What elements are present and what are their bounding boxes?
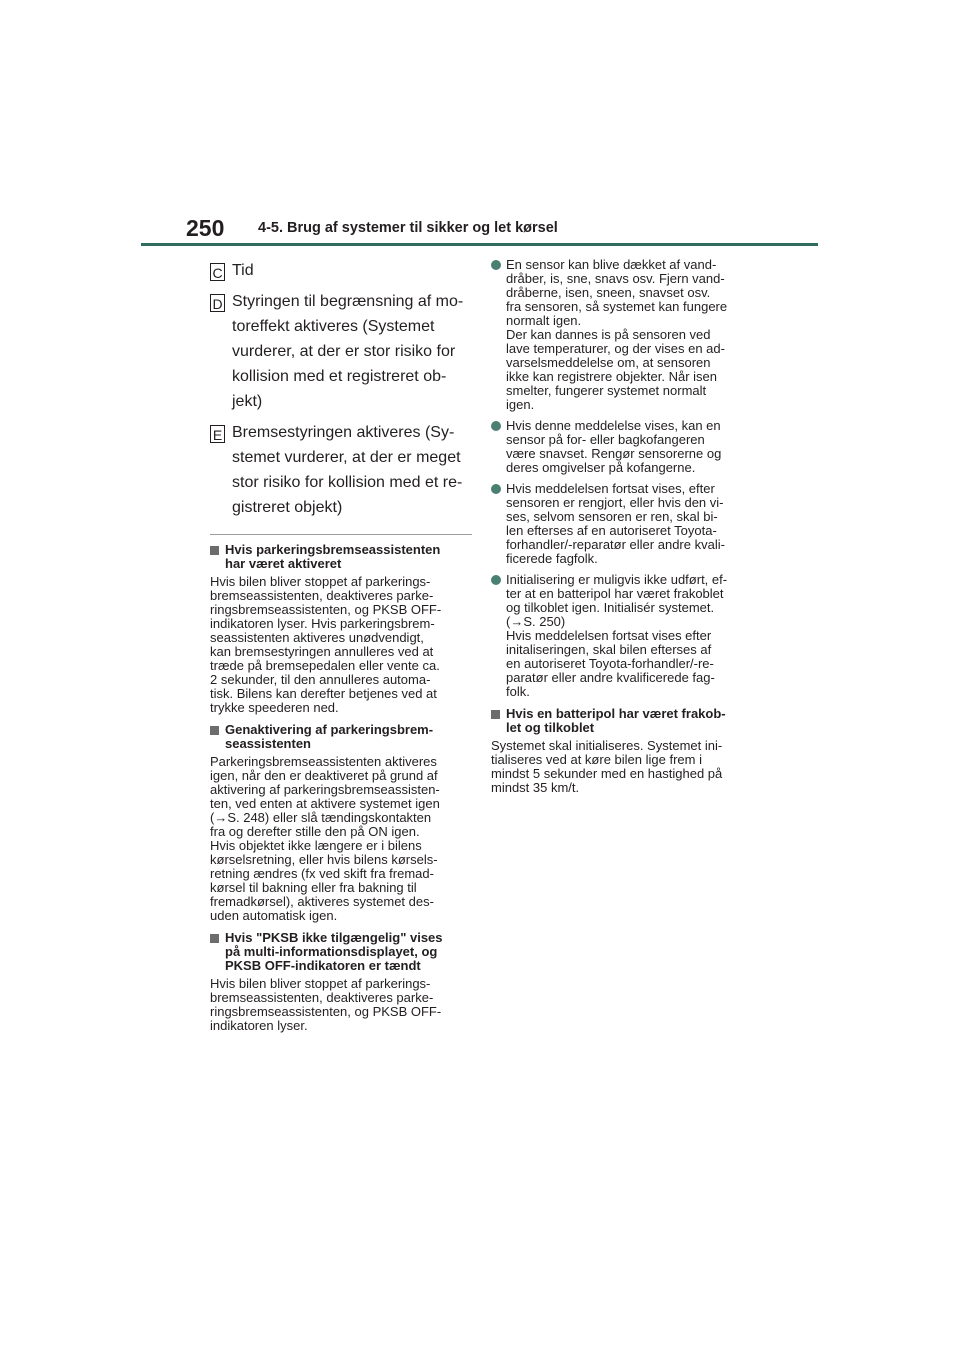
subsection-body: Hvis bilen bliver stoppet af parkerings- bremseassistenten, deaktiveres parke- ringsbremseassistenten, og PKSB OFF- indikatoren lyser. Hvis parkeringsbrem- seassistenten aktiveres unødvendigt, kan bremsestyringen annulleres ved at træde på bremsepedalen eller vente ca. 2 sekunder, til den annulleres automa- tisk. Bilens kan derefter betjenes ved at trykke speederen ned.: [210, 574, 442, 715]
square-bullet-icon: [210, 546, 219, 555]
square-bullet-icon: [210, 726, 219, 735]
square-bullet-icon: [210, 934, 219, 943]
legend-text-c: Tid: [232, 262, 254, 279]
section-divider: [210, 534, 472, 535]
legend-item-c: [210, 258, 472, 283]
section-title: 4-5. Brug af systemer til sikker og let kørsel: [258, 220, 558, 236]
legend-text-d: Styringen til begrænsning af mo- toreffekt aktiveres (Systemet vurderer, at der er stor risiko for kollision med et registreret ob- jekt): [232, 293, 464, 410]
list-item-text: Hvis meddelelsen fortsat vises, efter sensoren er rengjort, eller hvis den vi- ses, selvom sensoren er ren, skal bi- len efterses af en autoriseret Toyota- forhandler/-reparatør eller andre kvali- ficerede fagfolk.: [506, 481, 725, 566]
subsection-heading: [210, 931, 472, 973]
page-header: [0, 0, 960, 250]
circle-bullet-icon: [491, 484, 501, 494]
list-item: [491, 573, 756, 699]
subsection-body: Systemet skal initialiseres. Systemet ini- tialiseres ved at køre bilen lige frem i mindst 5 sekunder med en hastighed på mindst 35 km/t.: [491, 738, 723, 795]
right-column: [491, 258, 756, 795]
page-number: 250: [186, 215, 225, 241]
subsection-heading: [210, 723, 472, 751]
square-bullet-icon: [491, 710, 500, 719]
list-item-text: Hvis denne meddelelse vises, kan en sensor på for- eller bagkofangeren være snavset. Rengør sensorerne og deres omgivelser på kofangerne.: [506, 418, 722, 475]
subsection-heading-text: Hvis parkeringsbremseassistenten har været aktiveret: [225, 542, 441, 571]
legend-key-e: E: [210, 425, 225, 443]
left-column: [210, 258, 472, 1033]
subsection-heading-text: Hvis "PKSB ikke tilgængelig" vises på multi-informationsdisplayet, og PKSB OFF-indikatoren er tændt: [225, 930, 443, 973]
circle-bullet-icon: [491, 421, 501, 431]
legend-key-c: C: [210, 263, 225, 281]
subsection-heading-text: Genaktivering af parkeringsbrem- seassistenten: [225, 722, 434, 751]
list-item: [491, 482, 756, 566]
list-item: [491, 258, 756, 412]
subsection-body: Parkeringsbremseassistenten aktiveres igen, når den er deaktiveret på grund af aktivering af parkeringsbremseassisten- ten, ved enten at aktivere systemet igen (→S. 248) eller slå tændingskontakten fra og derefter stille den på ON igen. Hvis objektet ikke længere er i bilens kørselsretning, eller hvis bilens kørsels- retning ændres (fx ved skift fra fremad- kørsel til bakning eller fra bakning til fremadkørsel), aktiveres systemet des- uden automatisk igen.: [210, 754, 440, 923]
header-rule: [141, 243, 818, 246]
list-item-text: Initialisering er muligvis ikke udført, ef- ter at en batteripol har været frakoblet og tilkoblet igen. Initialisér systemet. (→S. 250) Hvis meddelelsen fortsat vises efter initaliseringen, skal bilen efterses af en autoriseret Toyota-forhandler/-re- paratør eller andre kvalificerede fag- folk.: [506, 572, 728, 699]
legend-item-d: [210, 289, 472, 414]
subsection-heading: [210, 543, 472, 571]
subsection-heading-text: Hvis en batteripol har været frakob- let og tilkoblet: [506, 706, 726, 735]
legend-key-d: D: [210, 294, 225, 312]
subsection-heading: [491, 707, 756, 735]
list-item: [491, 419, 756, 475]
subsection-body: Hvis bilen bliver stoppet af parkerings- bremseassistenten, deaktiveres parke- ringsbremseassistenten, og PKSB OFF- indikatoren lyser.: [210, 976, 442, 1033]
legend-item-e: [210, 420, 472, 520]
legend-text-e: Bremsestyringen aktiveres (Sy- stemet vurderer, at der er meget stor risiko for kollision med et re- gistreret objekt): [232, 424, 463, 516]
list-item-text: En sensor kan blive dækket af vand- dråber, is, sne, snavs osv. Fjern vand- dråberne, isen, sneen, snavset osv. fra sensoren, så systemet kan fungere normalt igen. Der kan dannes is på sensoren ved lave temperaturer, og der vises en ad- varselsmeddelelse om, at sensoren ikke kan registrere objekter. Når isen smelter, fungerer systemet normalt igen.: [506, 257, 728, 412]
circle-bullet-icon: [491, 575, 501, 585]
circle-bullet-icon: [491, 260, 501, 270]
